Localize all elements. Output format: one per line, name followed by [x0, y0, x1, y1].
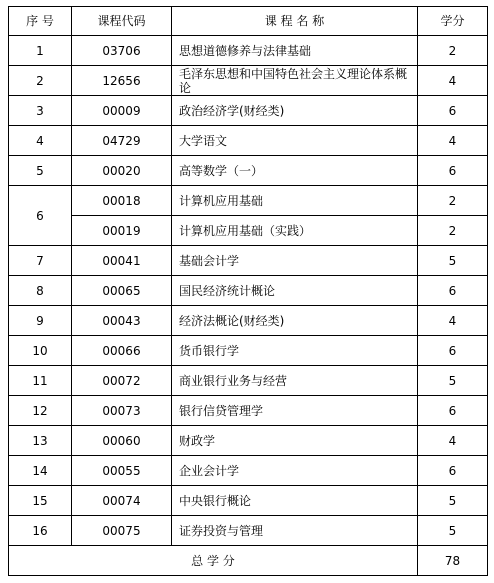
header-course-code: 课程代码	[72, 7, 172, 36]
course-name-cell: 经济法概论(财经类)	[172, 306, 418, 336]
seq-cell: 12	[9, 396, 72, 426]
table-header-row	[9, 7, 488, 36]
credit-cell: 6	[418, 276, 488, 306]
course-name-cell: 中央银行概论	[172, 486, 418, 516]
credit-cell: 5	[418, 246, 488, 276]
table-row	[9, 36, 488, 66]
code-cell: 00018	[72, 186, 172, 216]
code-cell: 00020	[72, 156, 172, 186]
seq-cell: 11	[9, 366, 72, 396]
code-cell: 00075	[72, 516, 172, 546]
seq-cell: 6	[9, 186, 72, 246]
table-row	[9, 336, 488, 366]
table-row	[9, 96, 488, 126]
credit-cell: 2	[418, 216, 488, 246]
table-row	[9, 276, 488, 306]
seq-cell: 3	[9, 96, 72, 126]
header-course-name: 课 程 名 称	[172, 7, 418, 36]
header-credit: 学分	[418, 7, 488, 36]
code-cell: 00060	[72, 426, 172, 456]
credit-cell: 5	[418, 516, 488, 546]
course-name-cell: 毛泽东思想和中国特色社会主义理论体系概论	[172, 66, 418, 96]
credit-cell: 6	[418, 96, 488, 126]
code-cell: 04729	[72, 126, 172, 156]
course-name-cell: 商业银行业务与经营	[172, 366, 418, 396]
code-cell: 00073	[72, 396, 172, 426]
code-cell: 03706	[72, 36, 172, 66]
seq-cell: 4	[9, 126, 72, 156]
course-name-cell: 货币银行学	[172, 336, 418, 366]
course-name-cell: 政治经济学(财经类)	[172, 96, 418, 126]
credit-cell: 6	[418, 336, 488, 366]
table-row	[9, 486, 488, 516]
credit-cell: 4	[418, 426, 488, 456]
credit-cell: 6	[418, 396, 488, 426]
course-name-cell: 计算机应用基础（实践）	[172, 216, 418, 246]
seq-cell: 15	[9, 486, 72, 516]
credit-cell: 2	[418, 186, 488, 216]
course-name-cell: 财政学	[172, 426, 418, 456]
seq-cell: 2	[9, 66, 72, 96]
credit-cell: 6	[418, 156, 488, 186]
course-name-cell: 大学语文	[172, 126, 418, 156]
table-row	[9, 126, 488, 156]
course-name-cell: 基础会计学	[172, 246, 418, 276]
seq-cell: 10	[9, 336, 72, 366]
table-row	[9, 66, 488, 96]
course-name-cell: 计算机应用基础	[172, 186, 418, 216]
credit-cell: 5	[418, 366, 488, 396]
course-name-cell: 国民经济统计概论	[172, 276, 418, 306]
credit-cell: 2	[418, 36, 488, 66]
credit-cell: 4	[418, 66, 488, 96]
table-row	[9, 186, 488, 216]
seq-cell: 5	[9, 156, 72, 186]
seq-cell: 14	[9, 456, 72, 486]
seq-cell: 9	[9, 306, 72, 336]
header-seq: 序 号	[9, 7, 72, 36]
table-row	[9, 366, 488, 396]
table-row	[9, 246, 488, 276]
code-cell: 00065	[72, 276, 172, 306]
course-name-cell: 企业会计学	[172, 456, 418, 486]
course-table-container	[8, 6, 488, 576]
table-row	[9, 216, 488, 246]
code-cell: 00055	[72, 456, 172, 486]
total-label: 总 学 分	[9, 546, 418, 576]
course-name-cell: 银行信贷管理学	[172, 396, 418, 426]
seq-cell: 8	[9, 276, 72, 306]
credit-cell: 5	[418, 486, 488, 516]
code-cell: 00019	[72, 216, 172, 246]
credit-cell: 4	[418, 126, 488, 156]
table-row	[9, 306, 488, 336]
table-row	[9, 156, 488, 186]
seq-cell: 1	[9, 36, 72, 66]
seq-cell: 16	[9, 516, 72, 546]
code-cell: 00043	[72, 306, 172, 336]
code-cell: 00009	[72, 96, 172, 126]
code-cell: 00041	[72, 246, 172, 276]
credit-cell: 6	[418, 456, 488, 486]
total-credit: 78	[418, 546, 488, 576]
code-cell: 00066	[72, 336, 172, 366]
table-row	[9, 396, 488, 426]
code-cell: 12656	[72, 66, 172, 96]
table-row	[9, 516, 488, 546]
course-name-cell: 证券投资与管理	[172, 516, 418, 546]
seq-cell: 7	[9, 246, 72, 276]
table-row	[9, 456, 488, 486]
code-cell: 00074	[72, 486, 172, 516]
course-table	[8, 6, 488, 576]
course-name-cell: 思想道德修养与法律基础	[172, 36, 418, 66]
table-row	[9, 426, 488, 456]
seq-cell: 13	[9, 426, 72, 456]
course-name-cell: 高等数学（一）	[172, 156, 418, 186]
code-cell: 00072	[72, 366, 172, 396]
total-row	[9, 546, 488, 576]
credit-cell: 4	[418, 306, 488, 336]
